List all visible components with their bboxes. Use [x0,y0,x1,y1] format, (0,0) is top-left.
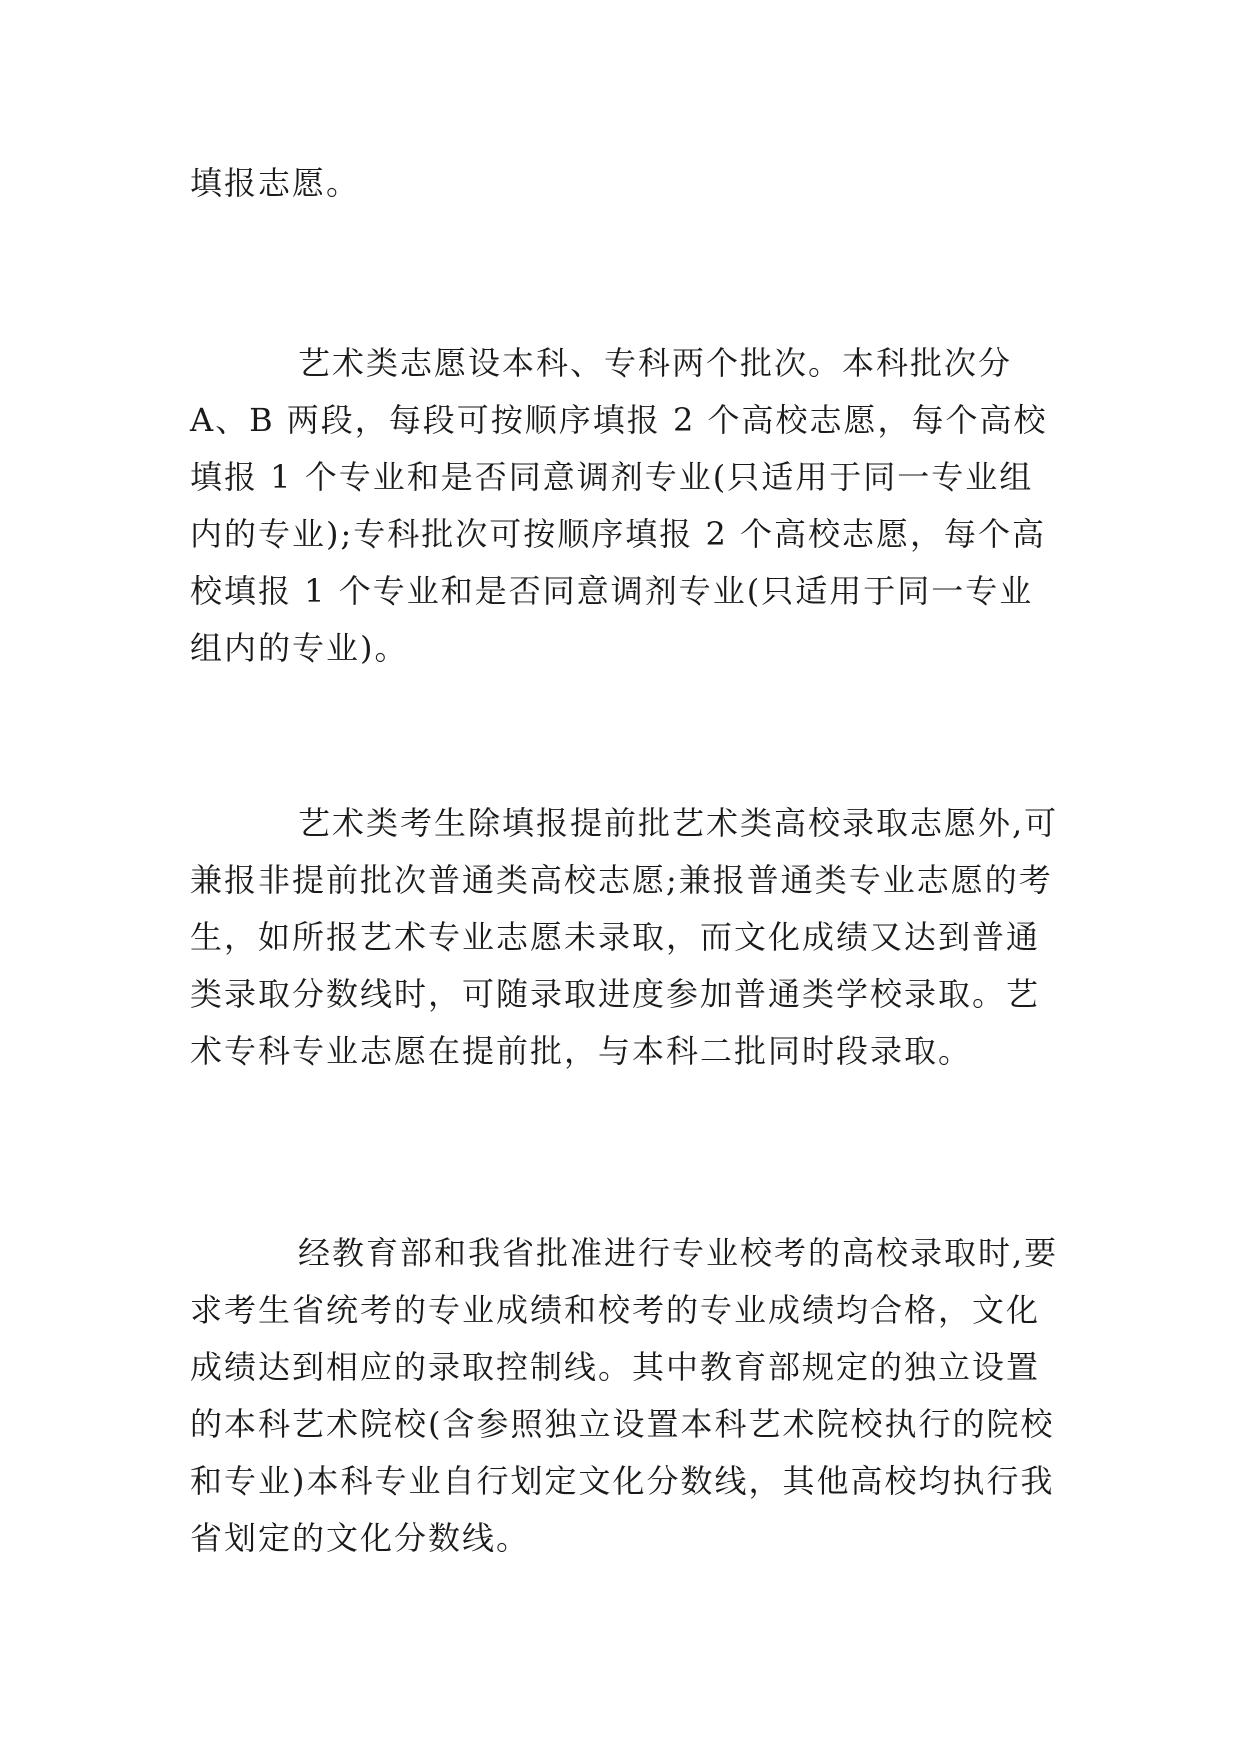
paragraph-batch-rules: 艺术类志愿设本科、专科两个批次。本科批次分 A、B 两段，每段可按顺序填报 2 个高校志愿，每个高校填报 1 个专业和是否同意调剂专业(只适用于同一专业组内的专业);专科批次可按顺序填报 2 个高校志愿，每个高校填报 1 个专业和是否同意调剂专业(只适用于同一专业组内的专业)。 [190,344,1048,667]
paragraph-school-exam-admission: 经教育部和我省批准进行专业校考的高校录取时,要求考生省统考的专业成绩和校考的专业成绩均合格，文化成绩达到相应的录取控制线。其中教育部规定的独立设置的本科艺术院校(含参照独立设置本科艺术院校执行的院校和专业)本科专业自行划定文化分数线，其他高校均执行我省划定的文化分数线。 [190,1234,1059,1557]
paragraph-concurrent-application: 艺术类考生除填报提前批艺术类高校录取志愿外,可兼报非提前批次普通类高校志愿;兼报普通类专业志愿的考生，如所报艺术专业志愿未录取，而文化成绩又达到普通类录取分数线时，可随录取进度参加普通类学校录取。艺术专科专业志愿在提前批，与本科二批同时段录取。 [190,804,1059,1070]
paragraph-continuation: 填报志愿。 [190,164,361,202]
